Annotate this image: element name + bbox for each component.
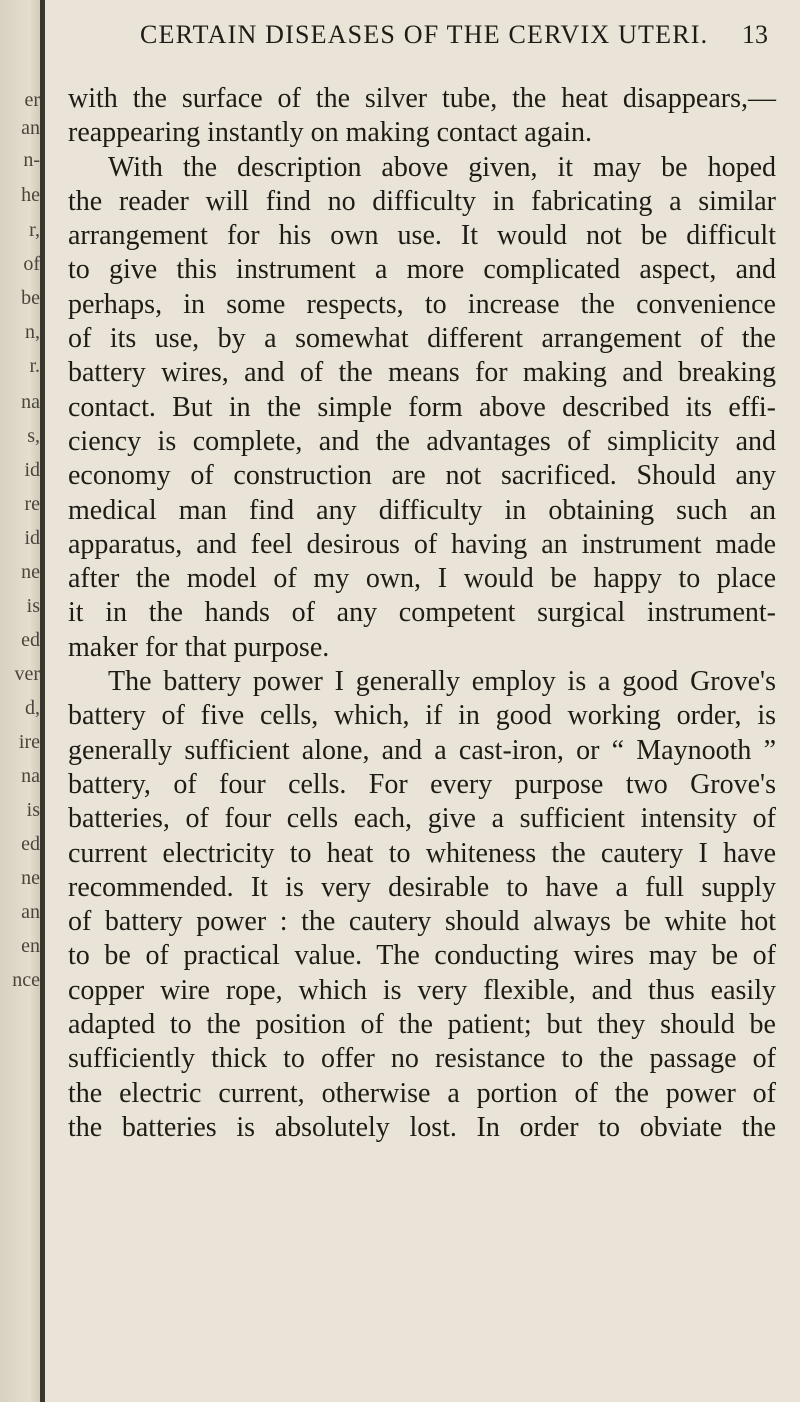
bleed-fragment: ed xyxy=(21,630,40,650)
bleed-fragment: d, xyxy=(25,698,40,718)
bleed-fragment: s, xyxy=(27,426,40,446)
bleed-fragment: na xyxy=(21,392,40,412)
text-line: With the description above given, it may be hoped xyxy=(108,151,776,183)
bleed-fragment: n- xyxy=(23,150,40,170)
text-line: the electric current, otherwise a portion of the power of xyxy=(68,1077,776,1109)
bleed-fragment: ire xyxy=(18,732,40,752)
bleed-fragment: is xyxy=(26,800,40,820)
bleed-fragment: nce xyxy=(12,970,40,990)
bleed-fragment: of xyxy=(23,254,40,274)
text-line: perhaps, in some respects, to increase the convenience xyxy=(68,288,776,320)
bleed-fragment: er xyxy=(24,90,40,110)
bleed-fragment: be xyxy=(21,288,40,308)
page-number: 13 xyxy=(742,20,768,49)
text-line: it in the hands of any competent surgical instrument- xyxy=(68,597,776,629)
text-line: The battery power I generally employ is a good Grove's xyxy=(108,666,776,698)
text-line: current electricity to heat to whiteness the cautery I have xyxy=(68,837,776,869)
page-header xyxy=(140,20,768,60)
bleed-fragment: is xyxy=(26,596,40,616)
text-line: to give this instrument a more complicated aspect, and xyxy=(68,254,776,286)
text-line: generally sufficient alone, and a cast-iron, or “ Maynooth ” xyxy=(68,734,776,766)
text-line: the reader will find no difficulty in fabricating a similar xyxy=(68,185,776,217)
text-line: adapted to the position of the patient; but they should be xyxy=(68,1009,776,1041)
text-line: with the surface of the silver tube, the heat disappears,— xyxy=(68,83,776,114)
text-line: battery of five cells, which, if in good working order, is xyxy=(68,700,776,732)
text-line: of battery power : the cautery should always be white hot xyxy=(68,906,776,938)
text-line: apparatus, and feel desirous of having an instrument made xyxy=(68,528,776,560)
bleed-fragment: ed xyxy=(21,834,40,854)
text-line: to be of practical value. The conducting wires may be of xyxy=(68,940,776,972)
body-text xyxy=(68,82,776,1145)
binding-shadow xyxy=(40,0,45,1402)
bleed-fragment: re xyxy=(24,494,40,514)
text-line: the batteries is absolutely lost. In order to obviate the xyxy=(68,1111,776,1143)
text-line: copper wire rope, which is very flexible, and thus easily xyxy=(68,974,776,1006)
text-line: of its use, by a somewhat different arrangement of the xyxy=(68,323,776,355)
text-line: economy of construction are not sacrificed. Should any xyxy=(68,460,776,492)
text-line: battery wires, and of the means for making and breaking xyxy=(68,357,776,389)
text-line: medical man find any difficulty in obtaining such an xyxy=(68,494,776,526)
text-line: arrangement for his own use. It would not be difficult xyxy=(68,220,776,252)
bleed-fragment: id xyxy=(24,528,40,548)
bleed-fragment: id xyxy=(24,460,40,480)
text-line: recommended. It is very desirable to have a full supply xyxy=(68,871,776,903)
bleed-fragment: r. xyxy=(29,356,40,376)
text-line: reappearing instantly on making contact again. xyxy=(68,117,593,149)
text-line: ciency is complete, and the advantages of simplicity and xyxy=(68,425,776,457)
text-line: after the model of my own, I would be happy to place xyxy=(68,563,776,595)
text-line: sufficiently thick to offer no resistance to the passage of xyxy=(68,1043,776,1075)
running-head: CERTAIN DISEASES OF THE CERVIX UTERI. xyxy=(140,20,709,49)
bleed-fragment: na xyxy=(21,766,40,786)
bleed-fragment: an xyxy=(21,118,40,138)
text-line: contact. But in the simple form above described its effi- xyxy=(68,391,776,423)
text-line: batteries, of four cells each, give a sufficient intensity of xyxy=(68,803,776,835)
bleed-fragment: an xyxy=(21,902,40,922)
bleed-fragment: he xyxy=(21,185,40,205)
bleed-fragment: ver xyxy=(14,664,40,684)
text-line: maker for that purpose. xyxy=(68,631,330,663)
bleed-fragment: en xyxy=(21,936,40,956)
bleed-fragment: ne xyxy=(21,562,40,582)
text-line: battery, of four cells. For every purpose two Grove's xyxy=(68,768,776,800)
bleed-fragment: ne xyxy=(21,868,40,888)
bleed-fragment: n, xyxy=(25,322,40,342)
bleed-fragment: r, xyxy=(29,220,40,240)
